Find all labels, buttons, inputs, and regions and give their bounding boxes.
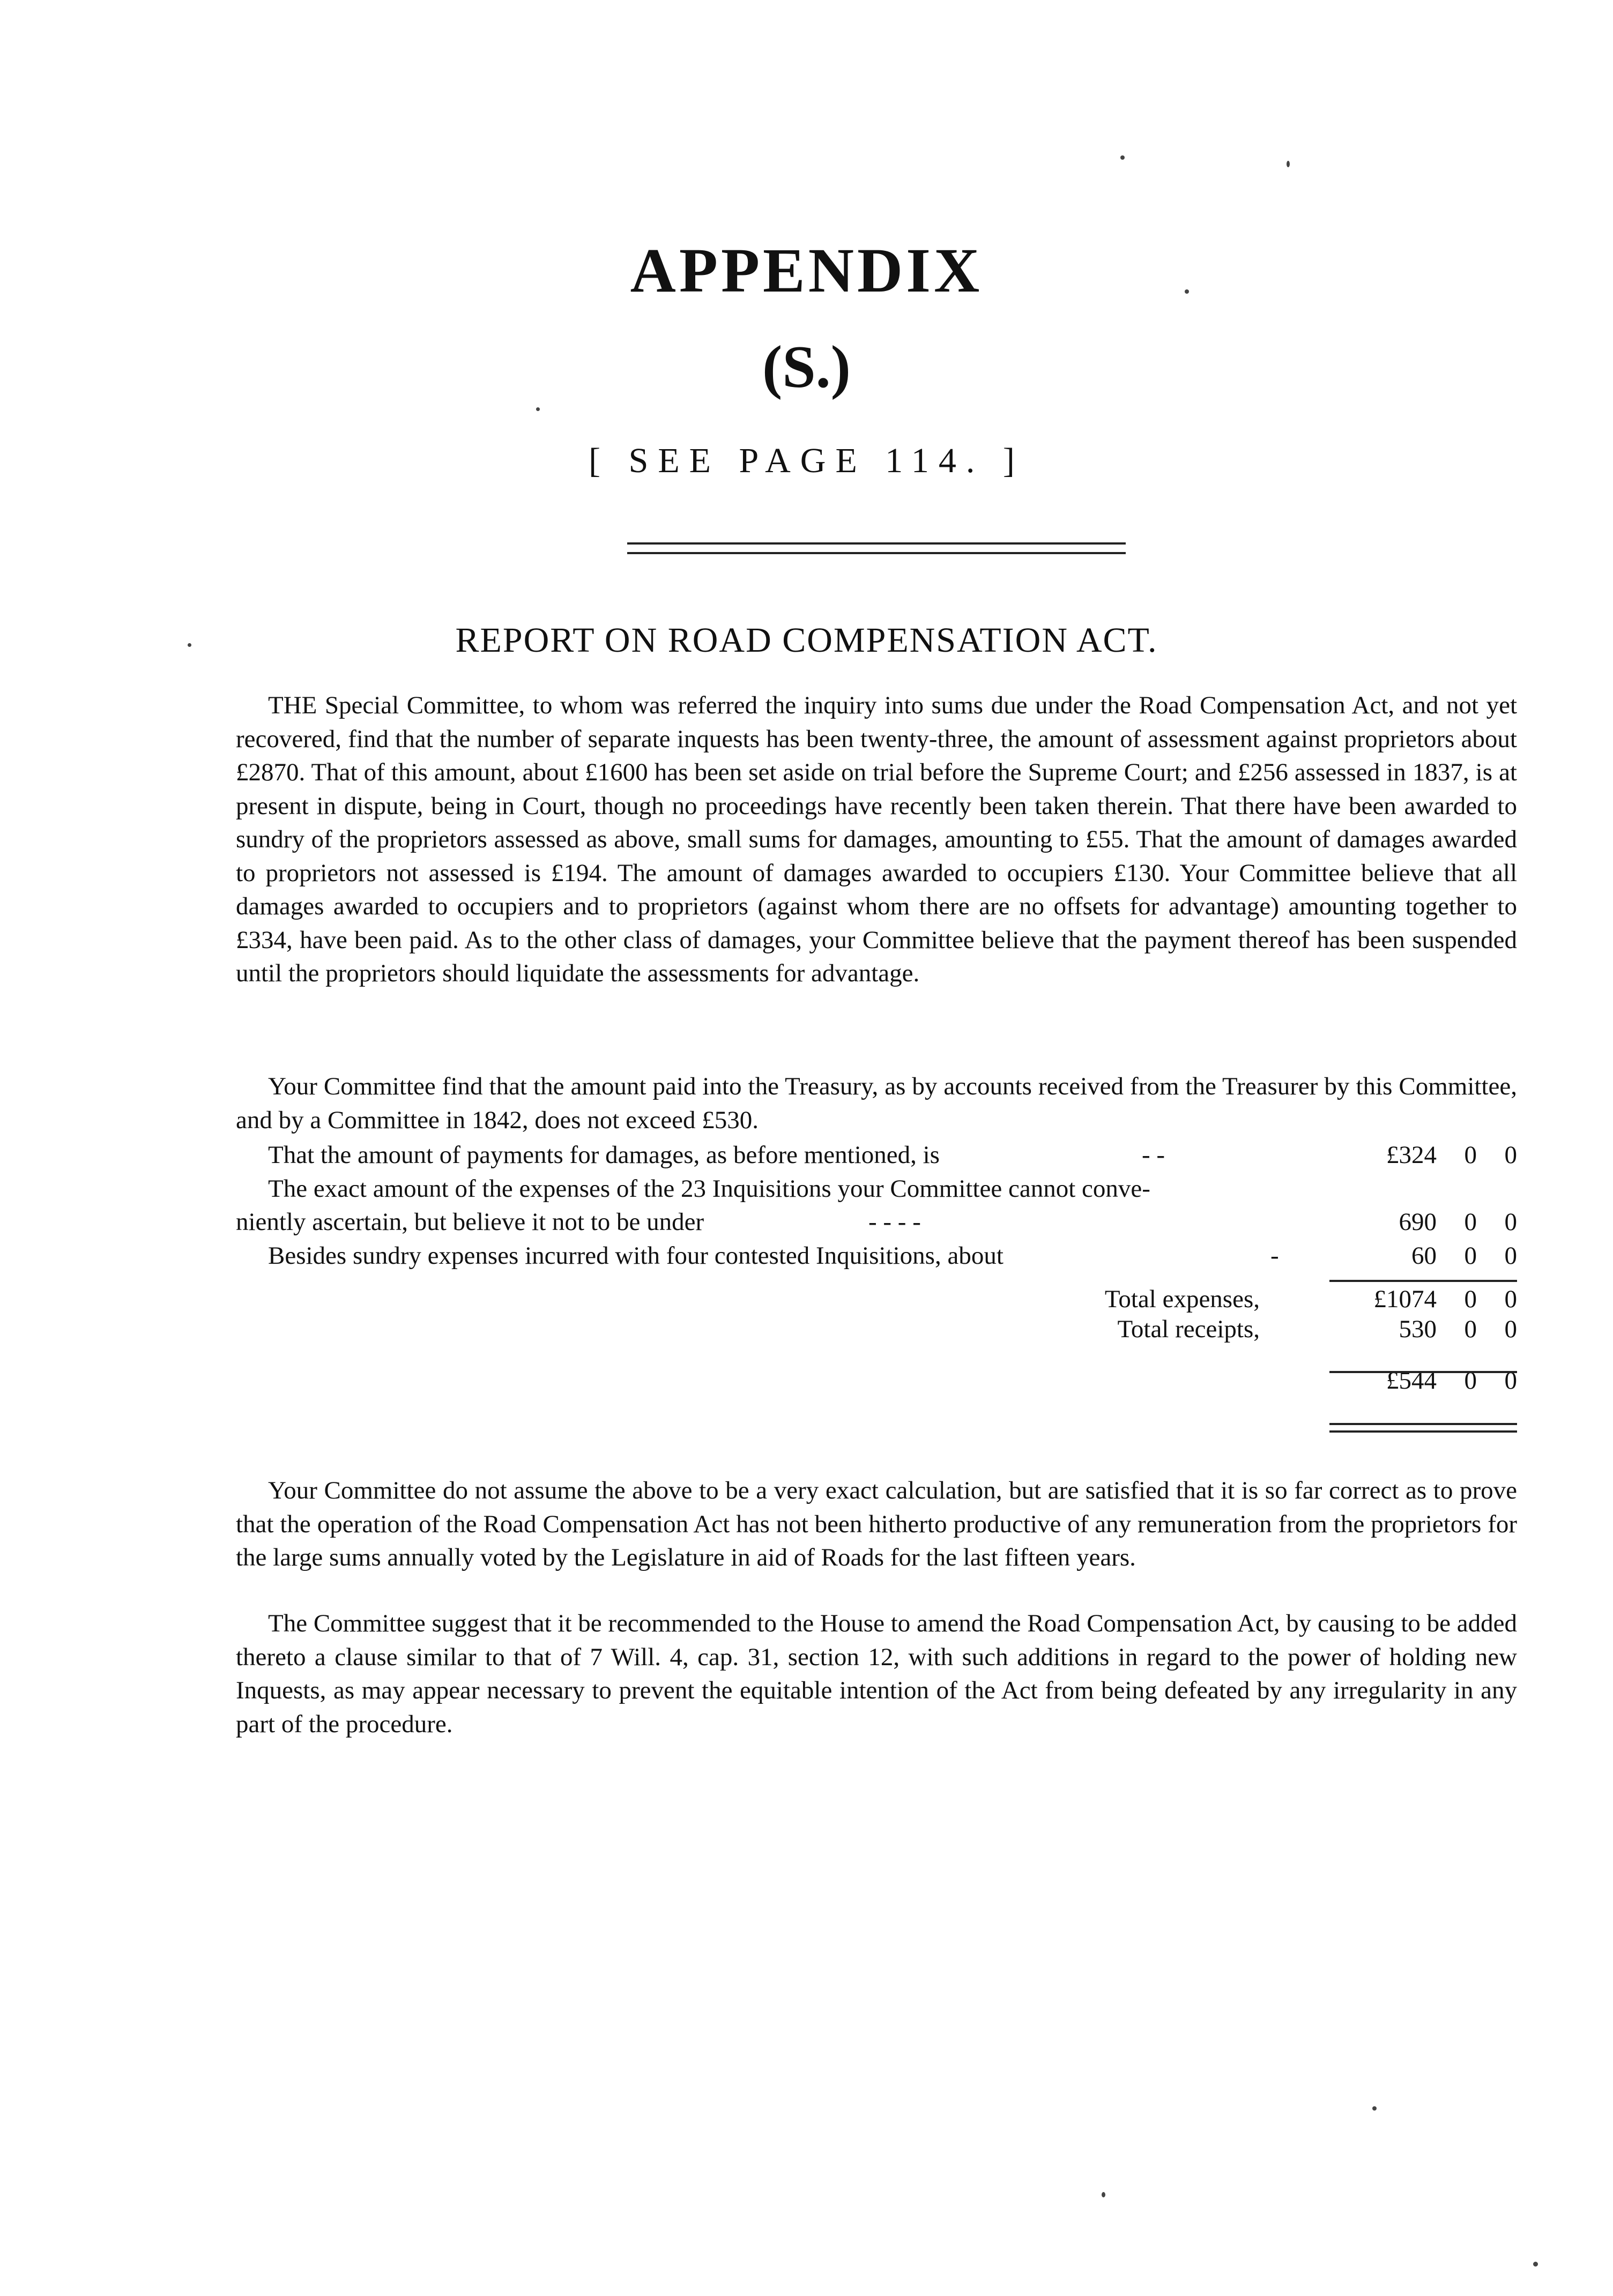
appendix-letter: (S.) (762, 334, 851, 400)
account-row (236, 1138, 1517, 1172)
account-desc: niently ascertain, but believe it not to be under (236, 1208, 704, 1236)
account-desc: Besides sundry expenses incurred with four contested Inquisitions, about (268, 1241, 1004, 1270)
total-receipts-row (236, 1314, 1517, 1344)
total-receipts-amount: 530 (1399, 1315, 1437, 1343)
leader-dashes: - - (1142, 1141, 1165, 1169)
total-expenses-label: Total expenses, (1104, 1285, 1260, 1313)
scan-speck (1372, 2106, 1377, 2111)
balance-shillings: 0 (1464, 1367, 1477, 1395)
scan-speck (1102, 2192, 1105, 2197)
balance-pence: 0 (1504, 1367, 1517, 1395)
scan-speck (188, 643, 191, 647)
paragraph-text: Your Committee find that the amount paid into the Treasury, as by accounts received from the Treasurer by this Committee, and by a Committee in 1842, does not exceed £530. (236, 1072, 1517, 1134)
report-heading: REPORT ON ROAD COMPENSATION ACT. (455, 621, 1158, 660)
report-paragraph-3 (236, 1474, 1517, 1575)
leader-dashes: - (1270, 1241, 1279, 1270)
account-pence: 0 (1504, 1241, 1517, 1270)
balance-row (236, 1366, 1517, 1396)
report-paragraph-4 (236, 1607, 1517, 1741)
total-expenses-amount: £1074 (1373, 1285, 1437, 1313)
account-desc: The exact amount of the expenses of the 23 Inquisitions your Committee cannot conve- (268, 1174, 1150, 1203)
report-paragraph-2 (236, 1070, 1517, 1137)
total-receipts-shillings: 0 (1464, 1315, 1477, 1343)
account-row (236, 1205, 1517, 1239)
page-reference: [ SEE PAGE 114. ] (589, 441, 1024, 480)
account-pence: 0 (1504, 1208, 1517, 1236)
total-expenses-pence: 0 (1504, 1285, 1517, 1313)
account-amount: 60 (1411, 1241, 1437, 1270)
account-shillings: 0 (1464, 1208, 1477, 1236)
account-row (236, 1239, 1517, 1273)
scan-speck (1287, 161, 1290, 167)
account-amount: £324 (1386, 1141, 1437, 1169)
scan-speck (1185, 289, 1189, 294)
account-row (236, 1172, 1517, 1206)
balance-amount: £544 (1386, 1367, 1437, 1395)
appendix-title: APPENDIX (630, 235, 983, 305)
scan-speck (536, 407, 540, 411)
account-shillings: 0 (1464, 1241, 1477, 1270)
balance-rule (1329, 1371, 1517, 1373)
total-receipts-pence: 0 (1504, 1315, 1517, 1343)
account-shillings: 0 (1464, 1141, 1477, 1169)
leader-dashes: - - - - (868, 1208, 921, 1236)
total-expenses-shillings: 0 (1464, 1285, 1477, 1313)
paragraph-text: THE Special Committee, to whom was referred the inquiry into sums due under the Road Compensation Act, and not yet recovered, find that the number of separate inquests has been twenty-three, the amount of assessment against proprietors about £2870. That of this amount, about £1600 has been set aside on trial before the Supreme Court; and £256 assessed in 1837, is at present in dispute, being in Court, though no proceedings have recently been taken therein. That there have been awarded to sundry of the proprietors assessed as above, small sums for damages, amounting to £55. That the amount of damages awarded to proprietors not assessed is £194. The amount of damages awarded to occupiers £130. Your Committee believe that all damages awarded to occupiers and to proprietors (against whom there are no offsets for advantage) amounting together to £334, have been paid. As to the other class of damages, your Committee believe that the payment thereof has been suspended until the proprietors should liquidate the assessments for advantage. (236, 691, 1517, 987)
report-paragraph-1 (236, 689, 1517, 990)
total-receipts-label: Total receipts, (1117, 1315, 1260, 1343)
scan-speck (1120, 155, 1125, 160)
title-divider (627, 542, 1126, 554)
account-amount: 690 (1399, 1208, 1437, 1236)
account-desc: That the amount of payments for damages, as before mentioned, is (268, 1141, 940, 1169)
paragraph-text: Your Committee do not assume the above to be a very exact calculation, but are satisfied that it is so far correct as to prove that the operation of the Road Compensation Act has not been hitherto productive of any remuneration from the proprietors for the large sums annually voted by the Legislature in aid of Roads for the last fifteen years. (236, 1477, 1517, 1571)
accounts-table (236, 1138, 1517, 1272)
scan-speck (1533, 2262, 1538, 2267)
total-expenses-row (236, 1284, 1517, 1314)
paragraph-text: The Committee suggest that it be recommended to the House to amend the Road Compensation Act, by causing to be added thereto a clause similar to that of 7 Will. 4, cap. 31, section 12, with such additions in regard to the power of holding new Inquests, as may appear necessary to prevent the equitable intention of the Act from being defeated by any irregularity in any part of the procedure. (236, 1609, 1517, 1738)
account-pence: 0 (1504, 1141, 1517, 1169)
totals-block (236, 1270, 1517, 1396)
balance-double-rule (1329, 1423, 1517, 1433)
